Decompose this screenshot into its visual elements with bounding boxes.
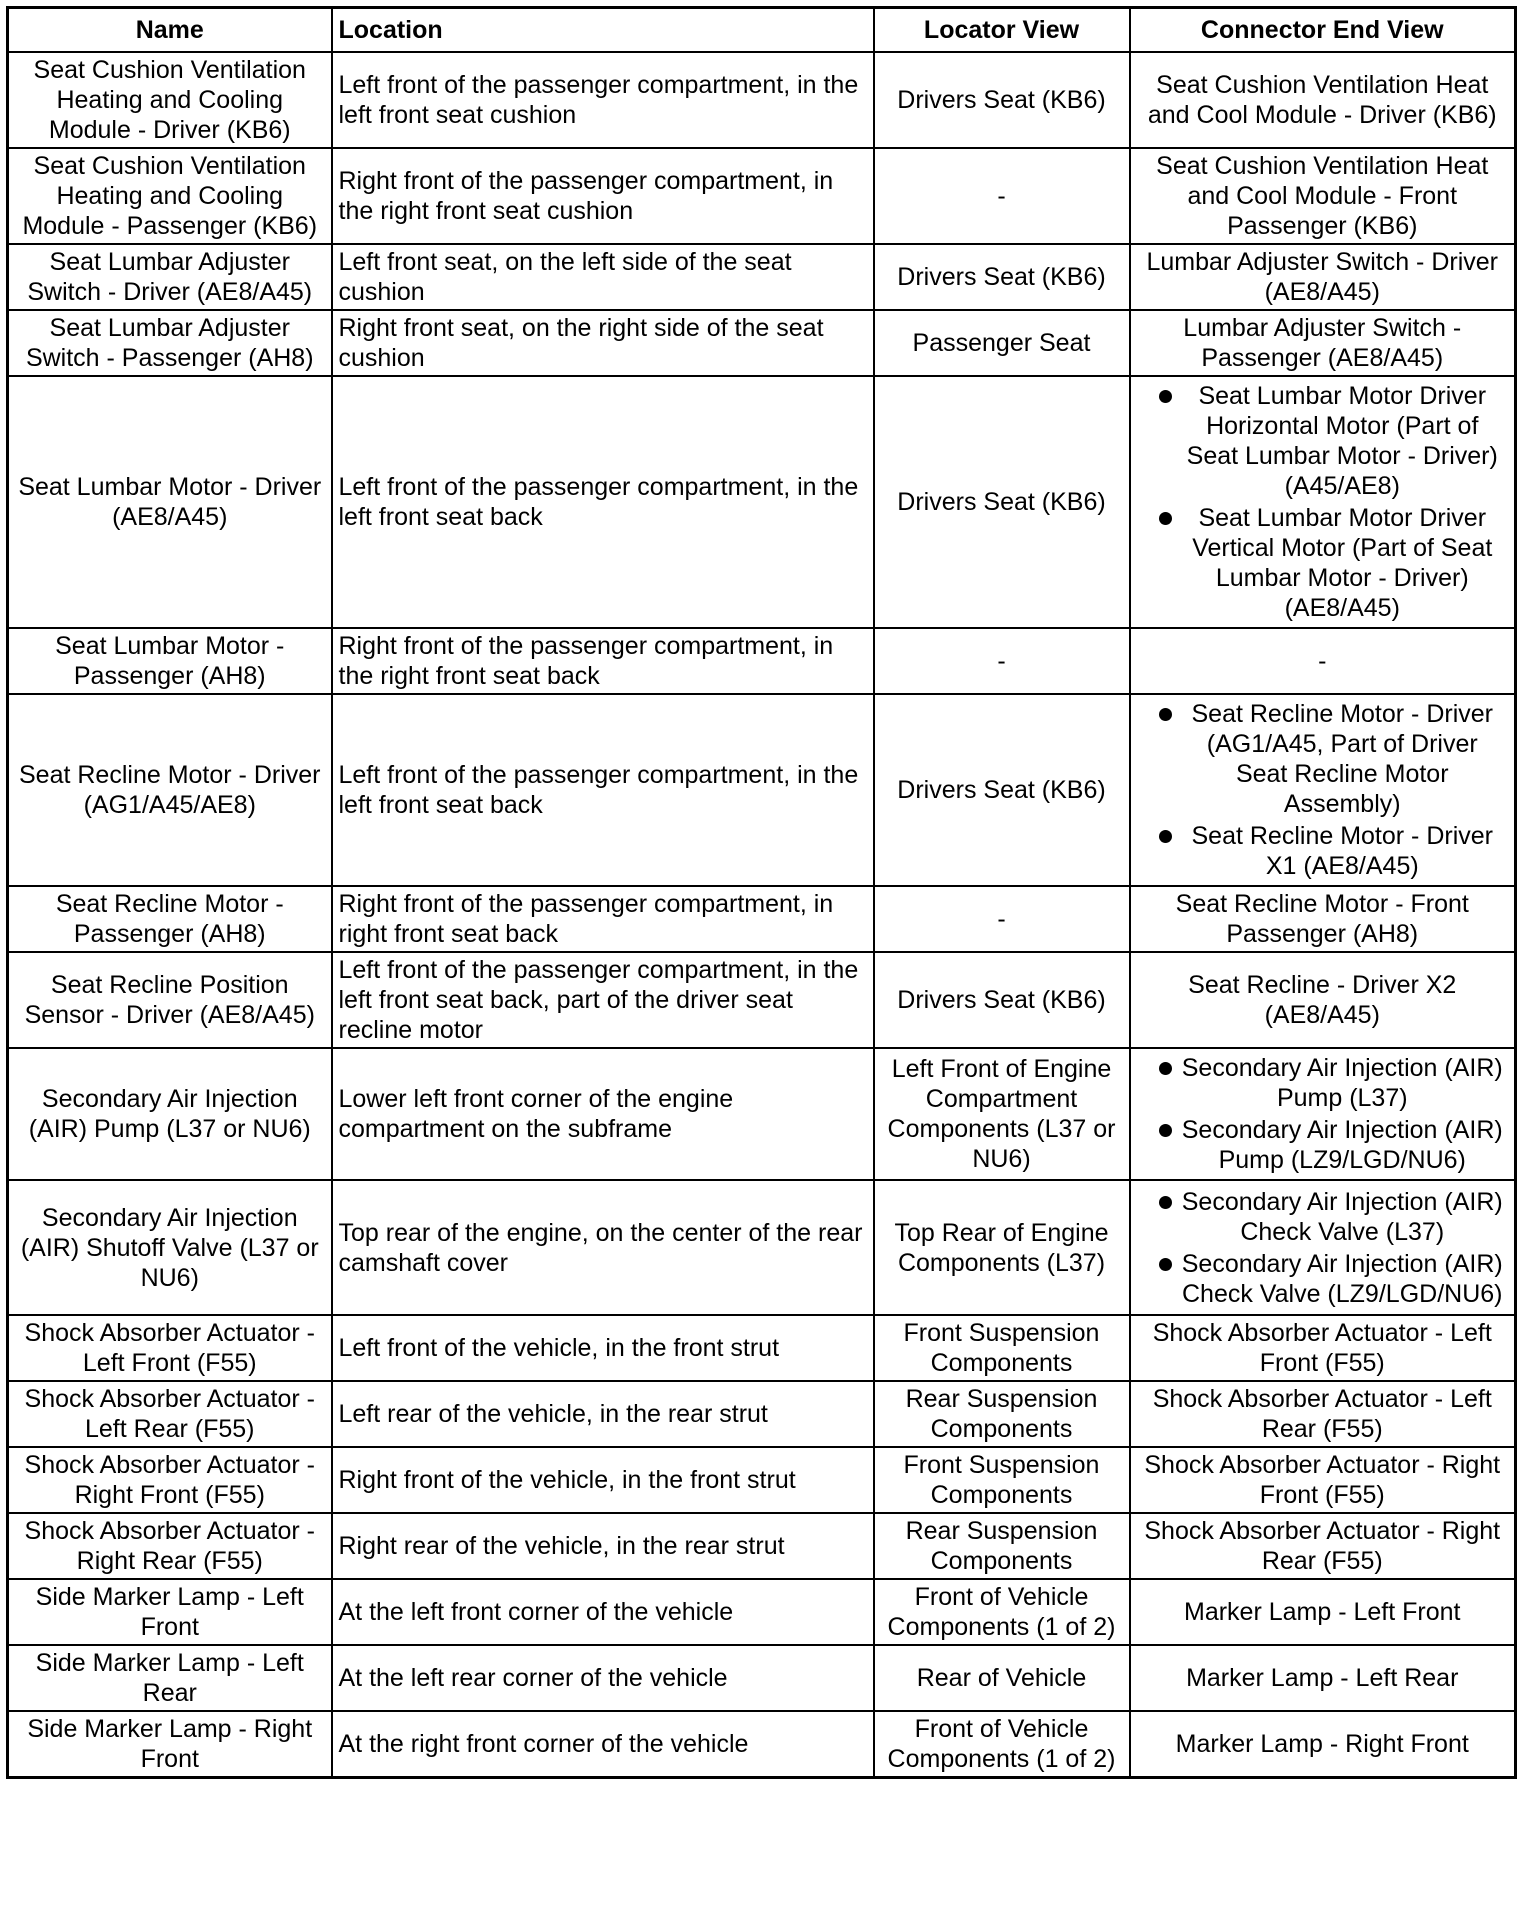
cell-name: Shock Absorber Actuator - Right Front (F55) — [8, 1447, 332, 1513]
cell-name: Side Marker Lamp - Left Rear — [8, 1645, 332, 1711]
header-row — [8, 8, 1516, 53]
cell-name: Seat Cushion Ventilation Heating and Cooling Module - Driver (KB6) — [8, 52, 332, 148]
cell-locator-view: Left Front of Engine Compartment Components (L37 or NU6) — [874, 1048, 1130, 1180]
cell-locator-view: Rear of Vehicle — [874, 1645, 1130, 1711]
cell-connector-end-view: Seat Recline - Driver X2 (AE8/A45) — [1130, 952, 1516, 1048]
cell-location: Left front of the vehicle, in the front strut — [332, 1315, 874, 1381]
table-row — [8, 1711, 1516, 1778]
connector-bullet-item: Secondary Air Injection (AIR) Check Valve (L37) — [1137, 1187, 1509, 1247]
cell-location: Left front of the passenger compartment, in the left front seat back — [332, 694, 874, 886]
cell-connector-end-view: Seat Recline Motor - Front Passenger (AH8) — [1130, 886, 1516, 952]
cell-location: Lower left front corner of the engine compartment on the subframe — [332, 1048, 874, 1180]
cell-connector-end-view: Shock Absorber Actuator - Right Rear (F55) — [1130, 1513, 1516, 1579]
header-name: Name — [8, 8, 332, 53]
cell-location: Top rear of the engine, on the center of the rear camshaft cover — [332, 1180, 874, 1315]
cell-locator-view: - — [874, 148, 1130, 244]
table-row — [8, 1180, 1516, 1315]
table-row — [8, 1315, 1516, 1381]
cell-connector-end-view: Lumbar Adjuster Switch - Passenger (AE8/A45) — [1130, 310, 1516, 376]
connector-bullet-item: Secondary Air Injection (AIR) Check Valve (LZ9/LGD/NU6) — [1137, 1249, 1509, 1309]
cell-location: Right rear of the vehicle, in the rear strut — [332, 1513, 874, 1579]
cell-location: Right front of the passenger compartment, in the right front seat cushion — [332, 148, 874, 244]
connector-bullet-item: Seat Recline Motor - Driver X1 (AE8/A45) — [1137, 821, 1509, 881]
header-locator-view: Locator View — [874, 8, 1130, 53]
table-row — [8, 1381, 1516, 1447]
cell-connector-end-view: Seat Cushion Ventilation Heat and Cool Module - Front Passenger (KB6) — [1130, 148, 1516, 244]
cell-locator-view: - — [874, 628, 1130, 694]
cell-location: At the left rear corner of the vehicle — [332, 1645, 874, 1711]
cell-connector-end-view: Shock Absorber Actuator - Left Rear (F55) — [1130, 1381, 1516, 1447]
table-row — [8, 694, 1516, 886]
cell-name: Shock Absorber Actuator - Left Rear (F55) — [8, 1381, 332, 1447]
header-location: Location — [332, 8, 874, 53]
cell-locator-view: Top Rear of Engine Components (L37) — [874, 1180, 1130, 1315]
cell-connector-end-view: Marker Lamp - Left Front — [1130, 1579, 1516, 1645]
cell-location: Left front of the passenger compartment, in the left front seat cushion — [332, 52, 874, 148]
table-row — [8, 52, 1516, 148]
cell-location: Left rear of the vehicle, in the rear strut — [332, 1381, 874, 1447]
cell-locator-view: Drivers Seat (KB6) — [874, 244, 1130, 310]
cell-name: Seat Lumbar Adjuster Switch - Passenger (AH8) — [8, 310, 332, 376]
cell-name: Secondary Air Injection (AIR) Shutoff Valve (L37 or NU6) — [8, 1180, 332, 1315]
cell-name: Seat Recline Motor - Passenger (AH8) — [8, 886, 332, 952]
cell-locator-view: - — [874, 886, 1130, 952]
table-row — [8, 310, 1516, 376]
cell-name: Side Marker Lamp - Left Front — [8, 1579, 332, 1645]
cell-connector-end-view — [1130, 1180, 1516, 1315]
cell-locator-view: Rear Suspension Components — [874, 1513, 1130, 1579]
cell-name: Seat Recline Motor - Driver (AG1/A45/AE8) — [8, 694, 332, 886]
connector-bullet-item: Seat Lumbar Motor Driver Vertical Motor (Part of Seat Lumbar Motor - Driver) (AE8/A45) — [1137, 503, 1509, 623]
cell-name: Shock Absorber Actuator - Left Front (F55) — [8, 1315, 332, 1381]
cell-connector-end-view: Shock Absorber Actuator - Left Front (F55) — [1130, 1315, 1516, 1381]
cell-location: At the right front corner of the vehicle — [332, 1711, 874, 1778]
table-row — [8, 1645, 1516, 1711]
table-row — [8, 1579, 1516, 1645]
table-row — [8, 628, 1516, 694]
cell-name: Seat Cushion Ventilation Heating and Cooling Module - Passenger (KB6) — [8, 148, 332, 244]
connector-bullet-list — [1137, 381, 1509, 623]
cell-name: Side Marker Lamp - Right Front — [8, 1711, 332, 1778]
cell-location: Left front of the passenger compartment, in the left front seat back, part of the driver seat recline motor — [332, 952, 874, 1048]
cell-locator-view: Front of Vehicle Components (1 of 2) — [874, 1579, 1130, 1645]
table-row — [8, 1447, 1516, 1513]
cell-locator-view: Front Suspension Components — [874, 1447, 1130, 1513]
cell-connector-end-view — [1130, 1048, 1516, 1180]
connector-bullet-item: Secondary Air Injection (AIR) Pump (L37) — [1137, 1053, 1509, 1113]
cell-location: At the left front corner of the vehicle — [332, 1579, 874, 1645]
cell-name: Seat Recline Position Sensor - Driver (AE8/A45) — [8, 952, 332, 1048]
table-row — [8, 1513, 1516, 1579]
cell-connector-end-view: Seat Cushion Ventilation Heat and Cool Module - Driver (KB6) — [1130, 52, 1516, 148]
cell-location: Left front of the passenger compartment, in the left front seat back — [332, 376, 874, 628]
cell-locator-view: Drivers Seat (KB6) — [874, 376, 1130, 628]
cell-locator-view: Drivers Seat (KB6) — [874, 952, 1130, 1048]
cell-locator-view: Drivers Seat (KB6) — [874, 52, 1130, 148]
cell-connector-end-view: Shock Absorber Actuator - Right Front (F55) — [1130, 1447, 1516, 1513]
table-row — [8, 244, 1516, 310]
cell-connector-end-view — [1130, 694, 1516, 886]
cell-location: Right front of the passenger compartment, in the right front seat back — [332, 628, 874, 694]
cell-locator-view: Front of Vehicle Components (1 of 2) — [874, 1711, 1130, 1778]
cell-name: Seat Lumbar Motor - Driver (AE8/A45) — [8, 376, 332, 628]
cell-connector-end-view: Marker Lamp - Left Rear — [1130, 1645, 1516, 1711]
connector-bullet-item: Seat Lumbar Motor Driver Horizontal Motor (Part of Seat Lumbar Motor - Driver) (A45/AE8) — [1137, 381, 1509, 501]
cell-locator-view: Drivers Seat (KB6) — [874, 694, 1130, 886]
cell-location: Right front of the passenger compartment, in right front seat back — [332, 886, 874, 952]
connector-bullet-list — [1137, 1187, 1509, 1309]
connector-bullet-list — [1137, 699, 1509, 881]
cell-locator-view: Front Suspension Components — [874, 1315, 1130, 1381]
cell-location: Left front seat, on the left side of the seat cushion — [332, 244, 874, 310]
cell-locator-view: Passenger Seat — [874, 310, 1130, 376]
table-row — [8, 1048, 1516, 1180]
header-connector-end-view: Connector End View — [1130, 8, 1516, 53]
cell-connector-end-view: - — [1130, 628, 1516, 694]
cell-name: Seat Lumbar Motor - Passenger (AH8) — [8, 628, 332, 694]
connector-bullet-list — [1137, 1053, 1509, 1175]
cell-locator-view: Rear Suspension Components — [874, 1381, 1130, 1447]
cell-name: Secondary Air Injection (AIR) Pump (L37 or NU6) — [8, 1048, 332, 1180]
cell-connector-end-view — [1130, 376, 1516, 628]
connector-bullet-item: Secondary Air Injection (AIR) Pump (LZ9/LGD/NU6) — [1137, 1115, 1509, 1175]
cell-name: Shock Absorber Actuator - Right Rear (F55) — [8, 1513, 332, 1579]
component-table — [6, 6, 1517, 1779]
table-row — [8, 148, 1516, 244]
cell-connector-end-view: Marker Lamp - Right Front — [1130, 1711, 1516, 1778]
table-row — [8, 376, 1516, 628]
cell-name: Seat Lumbar Adjuster Switch - Driver (AE8/A45) — [8, 244, 332, 310]
cell-location: Right front seat, on the right side of the seat cushion — [332, 310, 874, 376]
cell-location: Right front of the vehicle, in the front strut — [332, 1447, 874, 1513]
cell-connector-end-view: Lumbar Adjuster Switch - Driver (AE8/A45) — [1130, 244, 1516, 310]
component-locator-page — [6, 6, 1517, 1779]
connector-bullet-item: Seat Recline Motor - Driver (AG1/A45, Part of Driver Seat Recline Motor Assembly) — [1137, 699, 1509, 819]
table-row — [8, 952, 1516, 1048]
table-row — [8, 886, 1516, 952]
